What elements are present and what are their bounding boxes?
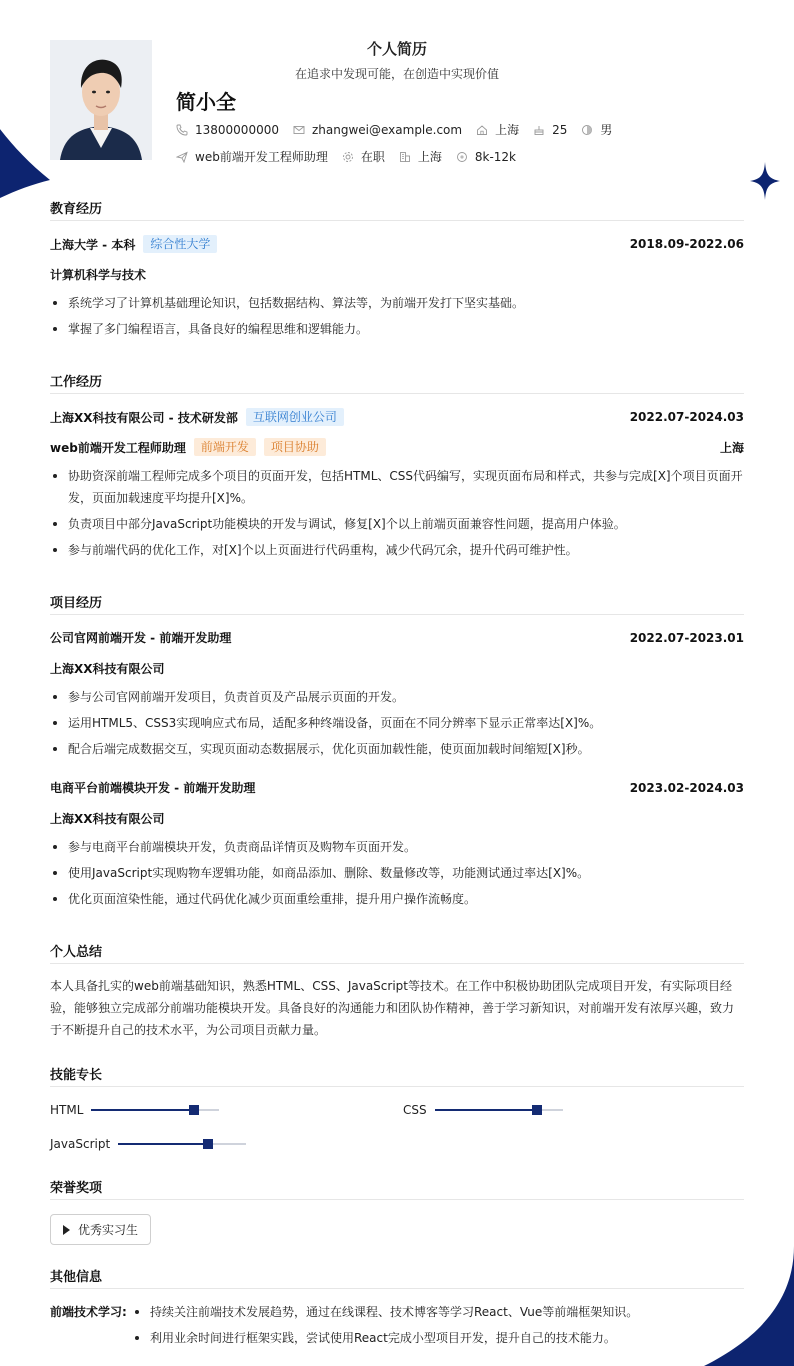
star-decoration-icon xyxy=(750,162,780,200)
section-education xyxy=(50,198,744,221)
position-text: web前端开发工程师助理 xyxy=(195,150,328,164)
location-text: 上海 xyxy=(495,123,520,137)
section-other xyxy=(50,1266,744,1289)
age-text: 25 xyxy=(552,122,568,137)
major-name: 计算机科学与技术 xyxy=(50,268,147,282)
skill-level-bar xyxy=(435,1109,563,1111)
candidate-name: 简小全 xyxy=(176,90,236,114)
list-item: 协助资深前端工程师完成多个项目的页面开发，包括HTML、CSS代码编写，实现页面布局和样式，共参与完成[X]个项目页面开发，页面加载速度平均提升[X]%。 xyxy=(50,465,744,509)
gender-text: 男 xyxy=(600,123,613,137)
age-item xyxy=(533,123,567,137)
section-title: 工作经历 xyxy=(50,371,744,394)
award-name: 优秀实习生 xyxy=(78,1223,139,1237)
phone-text: 13800000000 xyxy=(195,122,279,137)
project-company: 上海XX科技有限公司 xyxy=(50,662,165,676)
section-skills xyxy=(50,1064,744,1087)
job-intent-row xyxy=(176,148,530,165)
list-item: 持续关注前端技术发展趋势，通过在线课程、技术博客等学习React、Vue等前端框架知识。 xyxy=(132,1301,744,1323)
section-work xyxy=(50,371,744,394)
gender-icon xyxy=(581,124,593,136)
salary-item xyxy=(456,150,516,164)
summary-text: 本人具备扎实的web前端基础知识，熟悉HTML、CSS、JavaScript等技术。在工作中积极协助团队完成项目开发，有实际项目经验，能够独立完成部分前端功能模块开发。具备良好的沟通能力和团队协作精神，善于学习新知识，对前端开发有浓厚兴趣，致力于不断提升自己的技术水平，为公司项目贡献力量。 xyxy=(50,979,735,1037)
building-icon xyxy=(399,151,411,163)
resume-content xyxy=(50,0,744,1345)
skill-level-bar xyxy=(118,1143,246,1145)
section-title: 项目经历 xyxy=(50,592,744,615)
salary-text: 8k-12k xyxy=(474,149,516,164)
work-role-row xyxy=(50,438,744,456)
project-row xyxy=(50,629,744,646)
education-period: 2018.09-2022.06 xyxy=(629,237,744,251)
resume-header xyxy=(50,0,744,190)
section-title: 技能专长 xyxy=(50,1064,744,1087)
phone-icon xyxy=(176,124,188,136)
project-company: 上海XX科技有限公司 xyxy=(50,812,165,826)
school-tag: 综合性大学 xyxy=(143,235,217,253)
company-name: 上海XX科技有限公司 - 技术研发部 xyxy=(50,410,238,425)
other-bullets xyxy=(132,1301,744,1353)
section-summary xyxy=(50,941,744,964)
location-item xyxy=(476,121,519,138)
status-text: 在职 xyxy=(360,150,385,164)
list-item: 配合后端完成数据交互，实现页面动态数据展示，优化页面加载性能，使页面加载时间缩短[X]秒。 xyxy=(50,738,744,760)
skill-name: JavaScript xyxy=(50,1137,111,1151)
work-bullets xyxy=(50,465,744,565)
skill-level-knob xyxy=(203,1139,213,1149)
gender-item xyxy=(581,121,612,138)
email-item xyxy=(293,123,462,137)
coin-icon xyxy=(456,151,468,163)
contact-info-row xyxy=(176,121,626,138)
other-label: 前端技术学习: xyxy=(50,1305,127,1319)
project-row xyxy=(50,779,744,796)
list-item: 使用JavaScript实现购物车逻辑功能，如商品添加、删除、数量修改等，功能测试通过率达[X]%。 xyxy=(50,862,744,884)
work-city: 上海 xyxy=(719,440,744,455)
mail-icon xyxy=(293,124,305,136)
award-item xyxy=(50,1214,151,1245)
skill-level-knob xyxy=(189,1105,199,1115)
list-item: 运用HTML5、CSS3实现响应式布局，适配多种终端设备，页面在不同分辨率下显示正常率达[X]%。 xyxy=(50,712,744,734)
city-item xyxy=(399,148,442,165)
skill-javascript xyxy=(50,1137,246,1151)
skill-level-knob xyxy=(532,1105,542,1115)
skill-html xyxy=(50,1103,219,1117)
section-title: 荣誉奖项 xyxy=(50,1177,744,1200)
list-item: 利用业余时间进行框架实践，尝试使用React完成小型项目开发，提升自己的技术能力。 xyxy=(132,1327,744,1349)
role-tag: 项目协助 xyxy=(264,438,326,456)
project-period: 2022.07-2023.01 xyxy=(629,630,744,645)
list-item: 参与公司官网前端开发项目，负责首页及产品展示页面的开发。 xyxy=(50,686,744,708)
project-name: 公司官网前端开发 - 前端开发助理 xyxy=(50,631,232,645)
list-item: 参与前端代码的优化工作，对[X]个以上页面进行代码重构，减少代码冗余，提升代码可维护性。 xyxy=(50,539,744,561)
list-item: 优化页面渲染性能，通过代码优化减少页面重绘重排，提升用户操作流畅度。 xyxy=(50,888,744,910)
role-tag: 前端开发 xyxy=(194,438,256,456)
phone-item xyxy=(176,123,279,137)
section-title: 教育经历 xyxy=(50,198,744,221)
project-bullets xyxy=(50,836,744,914)
list-item: 掌握了多门编程语言，具备良好的编程思维和逻辑能力。 xyxy=(50,318,744,340)
education-bullets xyxy=(50,292,744,344)
triangle-right-icon xyxy=(63,1225,70,1235)
section-title: 个人总结 xyxy=(50,941,744,964)
project-name: 电商平台前端模块开发 - 前端开发助理 xyxy=(50,781,256,795)
list-item: 负责项目中部分JavaScript功能模块的开发与调试，修复[X]个以上前端页面兼容性问题，提高用户体验。 xyxy=(50,513,744,535)
city-text: 上海 xyxy=(417,150,442,164)
skill-name: CSS xyxy=(403,1103,427,1117)
education-row xyxy=(50,235,744,253)
list-item: 参与电商平台前端模块开发，负责商品详情页及购物车页面开发。 xyxy=(50,836,744,858)
gear-icon xyxy=(342,151,354,163)
section-awards xyxy=(50,1177,744,1200)
work-company-row xyxy=(50,408,744,426)
skill-name: HTML xyxy=(50,1103,84,1117)
project-bullets xyxy=(50,686,744,764)
company-tag: 互联网创业公司 xyxy=(246,408,344,426)
role-name: web前端开发工程师助理 xyxy=(50,440,186,455)
project-period: 2023.02-2024.03 xyxy=(629,780,744,795)
section-projects xyxy=(50,592,744,615)
document-title: 个人简历 xyxy=(366,40,427,58)
skill-css xyxy=(403,1103,563,1117)
motto: 在追求中发现可能，在创造中实现价值 xyxy=(294,67,499,81)
position-item xyxy=(176,148,328,165)
send-icon xyxy=(176,151,188,163)
email-text: zhangwei@example.com xyxy=(311,122,463,137)
school-name: 上海大学 - 本科 xyxy=(50,237,136,252)
status-item xyxy=(342,148,385,165)
skill-level-bar xyxy=(91,1109,219,1111)
home-icon xyxy=(476,124,488,136)
list-item: 系统学习了计算机基础理论知识，包括数据结构、算法等，为前端开发打下坚实基础。 xyxy=(50,292,744,314)
work-period: 2022.07-2024.03 xyxy=(629,410,744,424)
section-title: 其他信息 xyxy=(50,1266,744,1289)
cake-icon xyxy=(533,124,545,136)
